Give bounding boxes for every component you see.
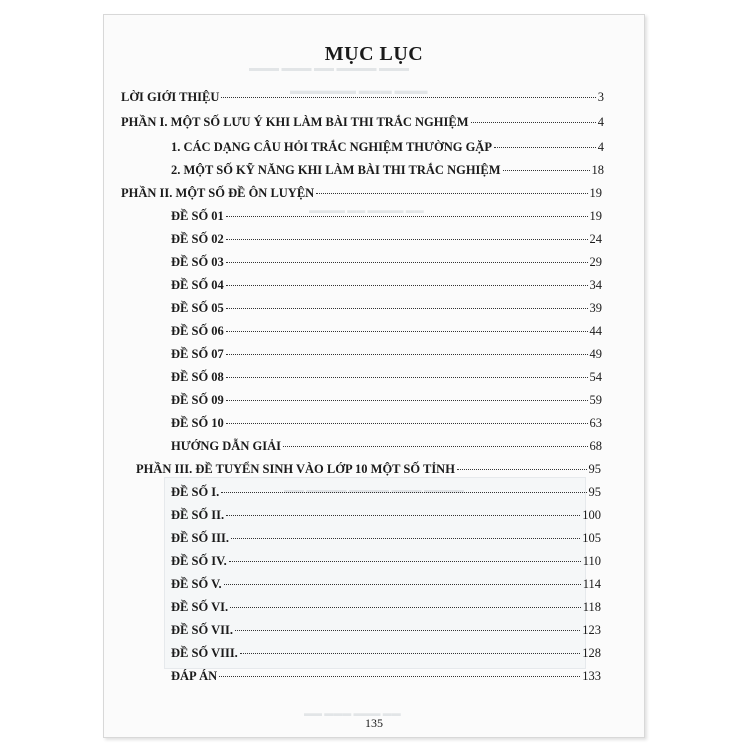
toc-entry-label: ĐỀ SỐ III. xyxy=(171,531,230,545)
toc-entry xyxy=(171,370,602,385)
show-through-text: ▬▬ ▬▬▬▬ ▬▬ ▬▬▬▬ xyxy=(309,205,424,215)
toc-entry-page: 34 xyxy=(589,278,602,292)
toc-entry-label: ĐỀ SỐ 02 xyxy=(171,232,224,246)
show-through-text: ▬▬▬ ▬▬▬▬ ▬▬ ▬▬▬ ▬▬▬ xyxy=(249,63,409,74)
toc-entry-page: 4 xyxy=(597,115,604,129)
toc-entry xyxy=(171,531,601,546)
toc-entry-label: PHẦN III. ĐỀ TUYỂN SINH VÀO LỚP 10 MỘT SỐ TỈNH xyxy=(136,462,455,476)
toc-entry-label: 2. MỘT SỐ KỸ NĂNG KHI LÀM BÀI THI TRẮC NGHIỆM xyxy=(171,163,501,177)
toc-entry-page: 68 xyxy=(589,439,602,453)
toc-entry xyxy=(171,255,602,270)
page-number: 135 xyxy=(365,716,383,730)
dot-leader xyxy=(221,97,595,98)
dot-leader xyxy=(226,285,588,286)
toc-entry-label: ĐỀ SỐ VIII. xyxy=(171,646,238,660)
toc-entry xyxy=(171,439,602,454)
toc-entry-page: 110 xyxy=(582,554,601,568)
toc-entry xyxy=(171,324,602,339)
toc-entry-page: 29 xyxy=(589,255,602,269)
dot-leader xyxy=(226,239,588,240)
toc-entry xyxy=(171,577,601,592)
toc-entry-page: 114 xyxy=(582,577,601,591)
toc-entry xyxy=(171,554,601,569)
toc-entry-page: 105 xyxy=(582,531,601,545)
dot-leader xyxy=(283,446,588,447)
toc-entry-label: ĐỀ SỐ IV. xyxy=(171,554,227,568)
dot-leader xyxy=(226,308,588,309)
toc-entry xyxy=(171,347,602,362)
dot-leader xyxy=(224,584,581,585)
toc-entry-page: 123 xyxy=(582,623,601,637)
show-through-text: ▬▬ ▬▬▬ ▬▬▬ ▬▬ xyxy=(304,708,401,718)
toc-entry xyxy=(171,646,601,661)
toc-entry xyxy=(171,508,601,523)
page-title: MỤC LỤC xyxy=(324,43,424,65)
dot-leader xyxy=(231,538,580,539)
toc-entry xyxy=(171,600,601,615)
toc-entry xyxy=(171,623,601,638)
dot-leader xyxy=(230,607,581,608)
toc-entry xyxy=(121,90,604,105)
toc-entry-page: 95 xyxy=(588,462,601,476)
toc-entry xyxy=(171,140,604,155)
dot-leader xyxy=(226,331,588,332)
toc-entry-page: 133 xyxy=(582,669,601,683)
dot-leader xyxy=(471,122,596,123)
dot-leader xyxy=(226,400,588,401)
dot-leader xyxy=(503,170,590,171)
show-through-box xyxy=(164,477,586,669)
dot-leader xyxy=(316,193,587,194)
toc-entry-label: ĐỀ SỐ VI. xyxy=(171,600,229,614)
toc-entry-page: 39 xyxy=(589,301,602,315)
dot-leader xyxy=(226,515,580,516)
toc-entry xyxy=(171,278,602,293)
toc-entry-label: PHẦN II. MỘT SỐ ĐỀ ÔN LUYỆN xyxy=(121,186,315,200)
toc-entry-label: LỜI GIỚI THIỆU xyxy=(121,90,220,104)
toc-entry xyxy=(121,186,602,201)
toc-entry-label: ĐỀ SỐ 07 xyxy=(171,347,224,361)
toc-entry-label: ĐỀ SỐ 06 xyxy=(171,324,224,338)
toc-entry-page: 18 xyxy=(591,163,604,177)
toc-entry-page: 95 xyxy=(588,485,601,499)
toc-entry xyxy=(171,163,604,178)
dot-leader xyxy=(494,147,596,148)
toc-entry-label: ĐỀ SỐ 01 xyxy=(171,209,224,223)
toc-entry xyxy=(171,209,602,224)
toc-entry xyxy=(171,416,602,431)
toc-entry-label: ĐỀ SỐ 04 xyxy=(171,278,224,292)
dot-leader xyxy=(226,377,588,378)
toc-entry-label: ĐÁP ÁN xyxy=(171,669,218,683)
dot-leader xyxy=(226,423,588,424)
toc-entry-label: ĐỀ SỐ VII. xyxy=(171,623,233,637)
dot-leader xyxy=(221,492,586,493)
toc-entry-page: 59 xyxy=(589,393,602,407)
toc-entry-label: ĐỀ SỐ 10 xyxy=(171,416,224,430)
toc-entry-page: 44 xyxy=(589,324,602,338)
toc-entry-label: ĐỀ SỐ V. xyxy=(171,577,222,591)
book-page xyxy=(103,14,645,738)
show-through-text: ▬▬▬▬ ▬▬▬ ▬▬▬▬ ▬▬▬▬ ▬▬ xyxy=(284,485,464,496)
toc-entry-label: PHẦN I. MỘT SỐ LƯU Ý KHI LÀM BÀI THI TRẮC NGHIỆM xyxy=(121,115,469,129)
toc-entry-label: 1. CÁC DẠNG CÂU HỎI TRẮC NGHIỆM THƯỜNG GẶP xyxy=(171,140,492,154)
dot-leader xyxy=(226,216,588,217)
toc-entry xyxy=(171,232,602,247)
dot-leader xyxy=(235,630,580,631)
dot-leader xyxy=(226,354,588,355)
toc-entry xyxy=(121,115,604,130)
toc-entry-page: 118 xyxy=(582,600,601,614)
dot-leader xyxy=(229,561,581,562)
toc-entry-label: HƯỚNG DẪN GIẢI xyxy=(171,439,281,453)
toc-entry-label: ĐỀ SỐ 09 xyxy=(171,393,224,407)
toc-entry xyxy=(171,301,602,316)
show-through-text: ▬▬▬ ▬▬▬ ▬▬▬▬▬▬ xyxy=(290,85,428,97)
dot-leader xyxy=(240,653,580,654)
toc-entry-page: 19 xyxy=(589,186,602,200)
toc-entry-page: 3 xyxy=(597,90,604,104)
toc-entry-label: ĐỀ SỐ 05 xyxy=(171,301,224,315)
toc-entry-page: 24 xyxy=(589,232,602,246)
toc-entry-page: 100 xyxy=(582,508,601,522)
toc-entry-page: 4 xyxy=(597,140,604,154)
toc-entry-page: 63 xyxy=(589,416,602,430)
toc-entry-label: ĐỀ SỐ I. xyxy=(171,485,220,499)
dot-leader xyxy=(457,469,587,470)
dot-leader xyxy=(226,262,588,263)
toc-entry-label: ĐỀ SỐ 03 xyxy=(171,255,224,269)
toc-entry-page: 19 xyxy=(589,209,602,223)
toc-entry xyxy=(171,393,602,408)
toc-entry-page: 54 xyxy=(589,370,602,384)
dot-leader xyxy=(219,676,580,677)
toc-entry xyxy=(171,485,601,500)
toc-entry xyxy=(136,462,601,477)
toc-entry-label: ĐỀ SỐ II. xyxy=(171,508,225,522)
toc-entry-page: 128 xyxy=(582,646,601,660)
toc-entry-label: ĐỀ SỐ 08 xyxy=(171,370,224,384)
toc-entry xyxy=(171,669,601,684)
toc-entry-page: 49 xyxy=(589,347,602,361)
